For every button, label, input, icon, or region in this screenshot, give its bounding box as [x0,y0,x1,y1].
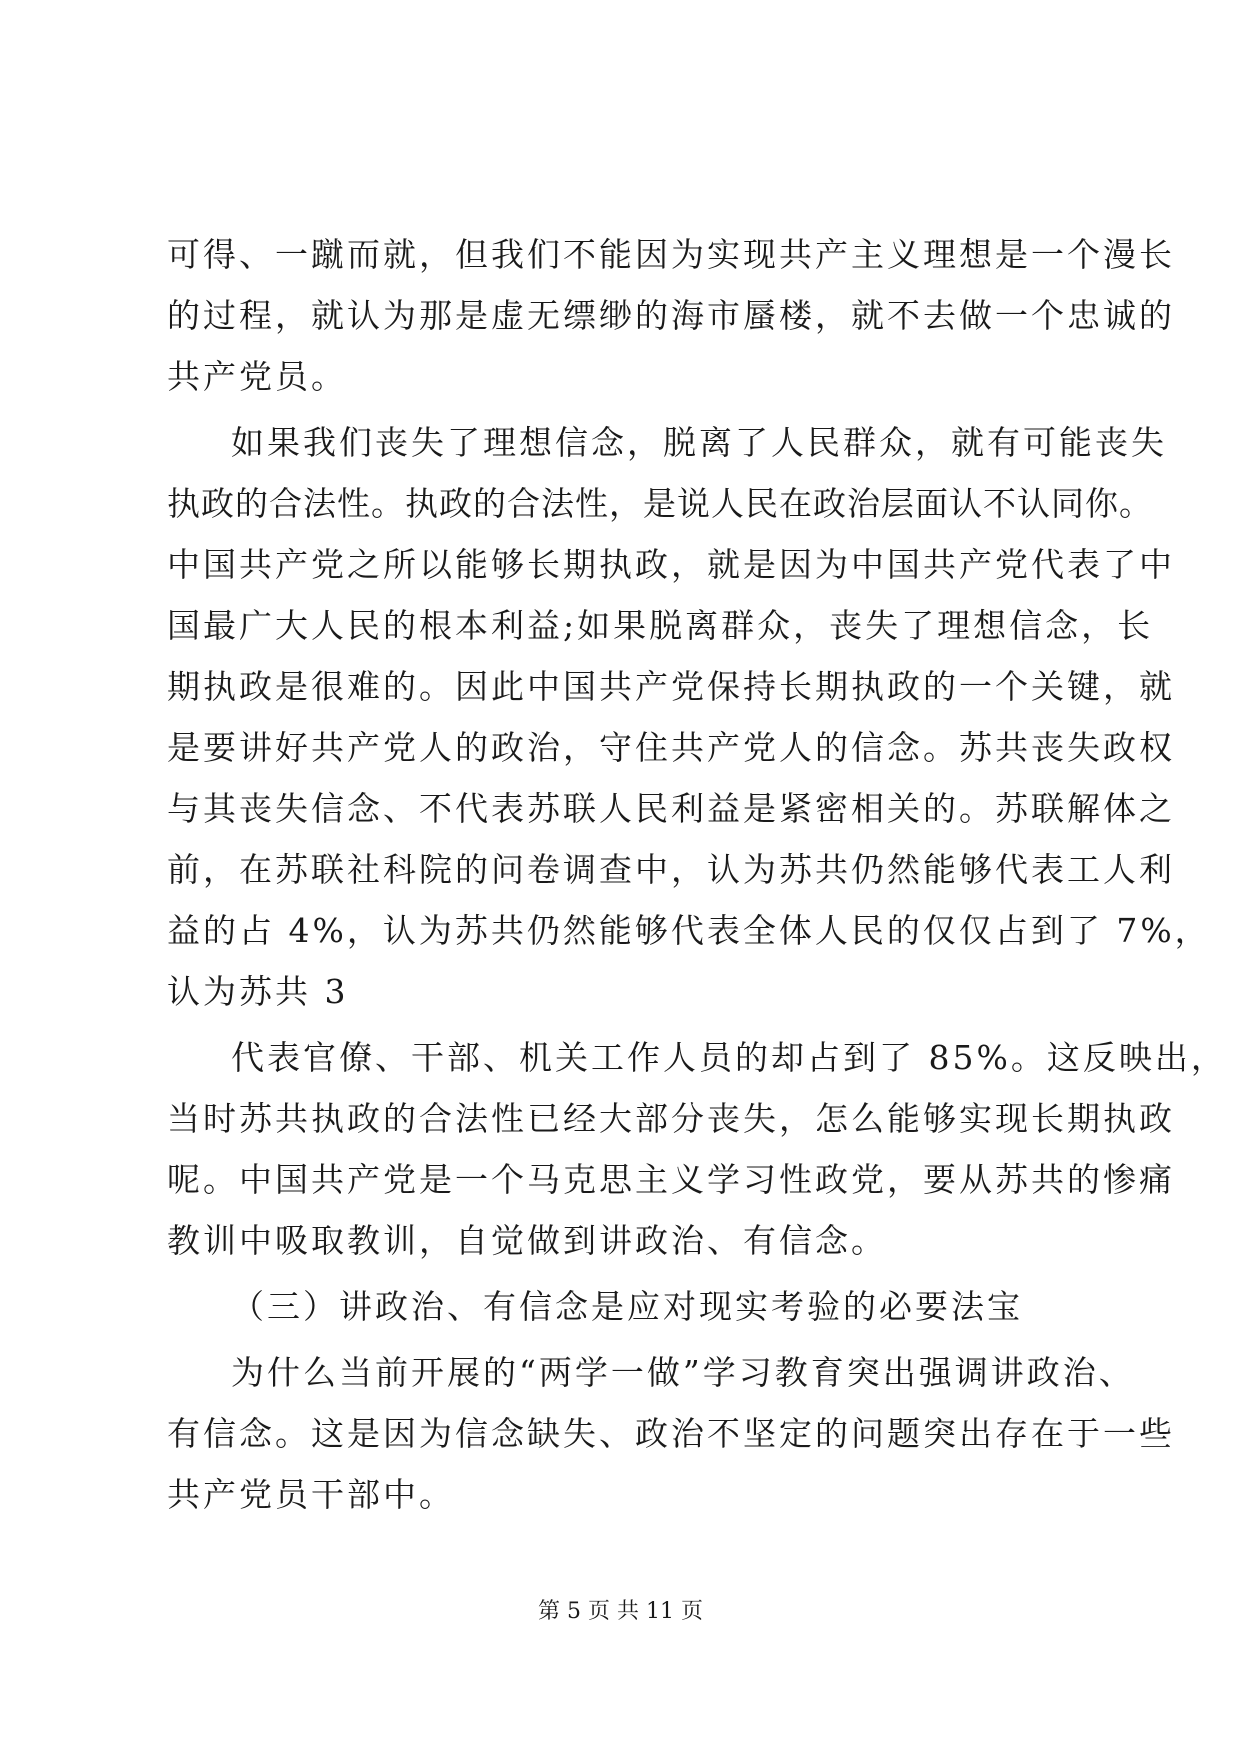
body-text-line: 执政的合法性。执政的合法性，是说人民在政治层面认不认同你。 [167,484,1153,523]
body-text-line: 益的占 4%，认为苏共仍然能够代表全体人民的仅仅占到了 7%， [167,911,1211,950]
body-text-line: 当时苏共执政的合法性已经大部分丧失，怎么能够实现长期执政 [167,1099,1175,1138]
paragraph-start-line: 代表官僚、干部、机关工作人员的却占到了 85%。这反映出， [231,1038,1227,1077]
body-text-line: 教训中吸取教训，自觉做到讲政治、有信念。 [167,1221,887,1260]
paragraph-start-line: 为什么当前开展的“两学一做”学习教育突出强调讲政治、 [231,1353,1135,1392]
body-text-line: 可得、一蹴而就，但我们不能因为实现共产主义理想是一个漫长 [167,235,1175,274]
body-text-line: 国最广大人民的根本利益;如果脱离群众，丧失了理想信念，长 [167,606,1154,645]
body-text-line: 期执政是很难的。因此中国共产党保持长期执政的一个关键，就 [167,667,1175,706]
body-text-line: 是要讲好共产党人的政治，守住共产党人的信念。苏共丧失政权 [167,728,1175,767]
body-text-line: 与其丧失信念、不代表苏联人民利益是紧密相关的。苏联解体之 [167,789,1175,828]
paragraph-start-line: 如果我们丧失了理想信念，脱离了人民群众，就有可能丧失 [231,423,1167,462]
body-text-line: 有信念。这是因为信念缺失、政治不坚定的问题突出存在于一些 [167,1414,1175,1453]
body-text-line: 共产党员。 [167,357,347,396]
body-text-line: 认为苏共 3 [167,972,349,1011]
page-footer: 第 5 页 共 11 页 [538,1599,703,1624]
body-text-line: 呢。中国共产党是一个马克思主义学习性政党，要从苏共的惨痛 [167,1160,1175,1199]
body-text-line: 前，在苏联社科院的问卷调查中，认为苏共仍然能够代表工人利 [167,850,1175,889]
body-text-line: 中国共产党之所以能够长期执政，就是因为中国共产党代表了中 [167,545,1175,584]
section-heading: （三）讲政治、有信念是应对现实考验的必要法宝 [231,1287,1023,1326]
body-text-line: 的过程，就认为那是虚无缥缈的海市蜃楼，就不去做一个忠诚的 [167,296,1175,335]
body-text-line: 共产党员干部中。 [167,1475,455,1514]
